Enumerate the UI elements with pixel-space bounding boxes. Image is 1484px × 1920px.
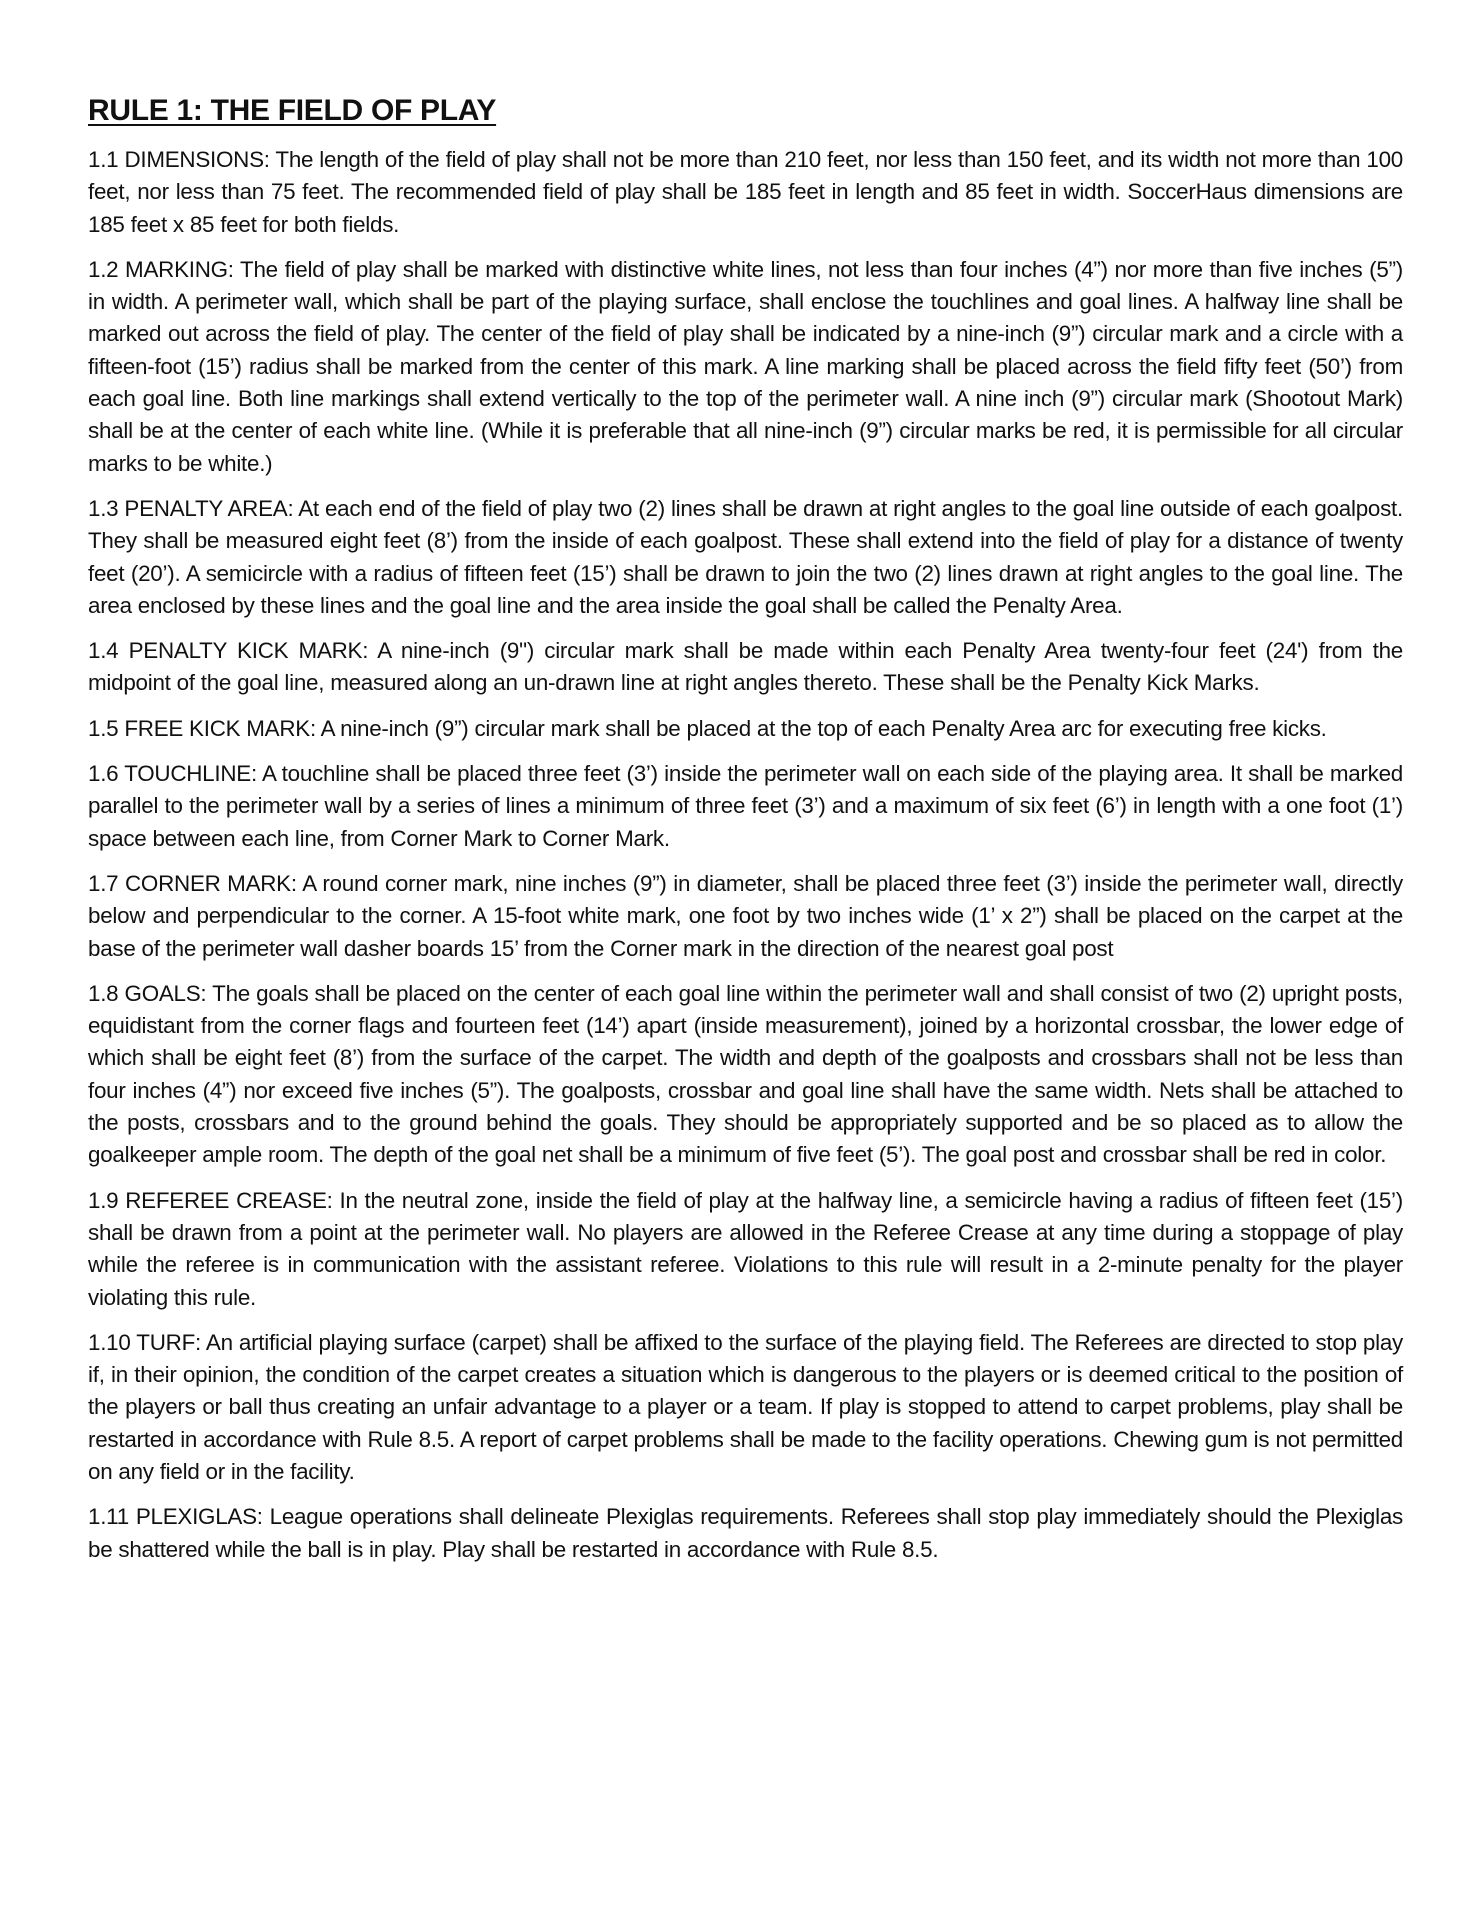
section-1-6-touchline: 1.6 TOUCHLINE: A touchline shall be placed three feet (3’) inside the perimeter wall on each side of the playing area. It shall be marked parallel to the perimeter wall by a series of lines a minimum of three feet (3’) and a maximum of six feet (6’) in length with a one foot (1’) space between each line, from Corner Mark to Corner Mark. [88,761,1403,851]
section-1-2-marking: 1.2 MARKING: The field of play shall be marked with distinctive white lines, not less than four inches (4”) nor more than five inches (5”) in width. A perimeter wall, which shall be part of the playing surface, shall enclose the touchlines and goal lines. A halfway line shall be marked out across the field of play. The center of the field of play shall be indicated by a nine-inch (9”) circular mark and a circle with a fifteen-foot (15’) radius shall be marked from the center of this mark. A line marking shall be placed across the field fifty feet (50’) from each goal line. Both line markings shall extend vertically to the top of the perimeter wall. A nine inch (9”) circular mark (Shootout Mark) shall be at the center of each white line. (While it is preferable that all nine-inch (9”) circular marks be red, it is permissible for all circular marks to be white.) [88,256,1403,476]
section-1-3-penalty-area: 1.3 PENALTY AREA: At each end of the field of play two (2) lines shall be drawn at right angles to the goal line outside of each goalpost. They shall be measured eight feet (8’) from the inside of each goalpost. These shall extend into the field of play for a distance of twenty feet (20’). A semicircle with a radius of fifteen feet (15’) shall be drawn to join the two (2) lines drawn at right angles to the goal line. The area enclosed by these lines and the goal line and the area inside the goal shall be called the Penalty Area. [88,495,1403,618]
section-1-9-referee-crease: 1.9 REFEREE CREASE: In the neutral zone, inside the field of play at the halfway line, a semicircle having a radius of fifteen feet (15’) shall be drawn from a point at the perimeter wall. No players are allowed in the Referee Crease at any time during a stoppage of play while the referee is in communication with the assistant referee. Violations to this rule will result in a 2-minute penalty for the player violating this rule. [88,1187,1403,1310]
section-1-11-plexiglas: 1.11 PLEXIGLAS: League operations shall delineate Plexiglas requirements. Referees shall stop play immediately should the Plexiglas be shattered while the ball is in play. Play shall be restarted in accordance with Rule 8.5. [88,1504,1403,1562]
section-1-1-dimensions: 1.1 DIMENSIONS: The length of the field of play shall not be more than 210 feet, nor less than 150 feet, and its width not more than 100 feet, nor less than 75 feet. The recommended field of play shall be 185 feet in length and 85 feet in width. SoccerHaus dimensions are 185 feet x 85 feet for both fields. [88,147,1403,237]
section-1-8-goals: 1.8 GOALS: The goals shall be placed on the center of each goal line within the perimeter wall and shall consist of two (2) upright posts, equidistant from the corner flags and fourteen feet (14’) apart (inside measurement), joined by a horizontal crossbar, the lower edge of which shall be eight feet (8’) from the surface of the carpet. The width and depth of the goalposts and crossbars shall not be less than four inches (4”) nor exceed five inches (5”). The goalposts, crossbar and goal line shall have the same width. Nets shall be attached to the posts, crossbars and to the ground behind the goals. They should be appropriately supported and be so placed as to allow the goalkeeper ample room. The depth of the goal net shall be a minimum of five feet (5’). The goal post and crossbar shall be red in color. [88,980,1403,1168]
rule-title: RULE 1: THE FIELD OF PLAY [88,94,497,127]
section-1-10-turf: 1.10 TURF: An artificial playing surface (carpet) shall be affixed to the surface of the playing field. The Referees are directed to stop play if, in their opinion, the condition of the carpet creates a situation which is dangerous to the players or is deemed critical to the position of the players or ball thus creating an unfair advantage to a player or a team. If play is stopped to attend to carpet problems, play shall be restarted in accordance with Rule 8.5. A report of carpet problems shall be made to the facility operations. Chewing gum is not permitted on any field or in the facility. [88,1329,1403,1484]
section-1-4-penalty-kick-mark: 1.4 PENALTY KICK MARK: A nine-inch (9") circular mark shall be made within each Penalty Area twenty-four feet (24') from the midpoint of the goal line, measured along an un-drawn line at right angles thereto. These shall be the Penalty Kick Marks. [88,638,1403,696]
document-page [88,88,1403,1579]
section-1-7-corner-mark: 1.7 CORNER MARK: A round corner mark, nine inches (9”) in diameter, shall be placed three feet (3’) inside the perimeter wall, directly below and perpendicular to the corner. A 15-foot white mark, one foot by two inches wide (1’ x 2”) shall be placed on the carpet at the base of the perimeter wall dasher boards 15’ from the Corner mark in the direction of the nearest goal post [88,870,1403,961]
section-1-5-free-kick-mark: 1.5 FREE KICK MARK: A nine-inch (9”) circular mark shall be placed at the top of each Penalty Area arc for executing free kicks. [88,715,1327,741]
